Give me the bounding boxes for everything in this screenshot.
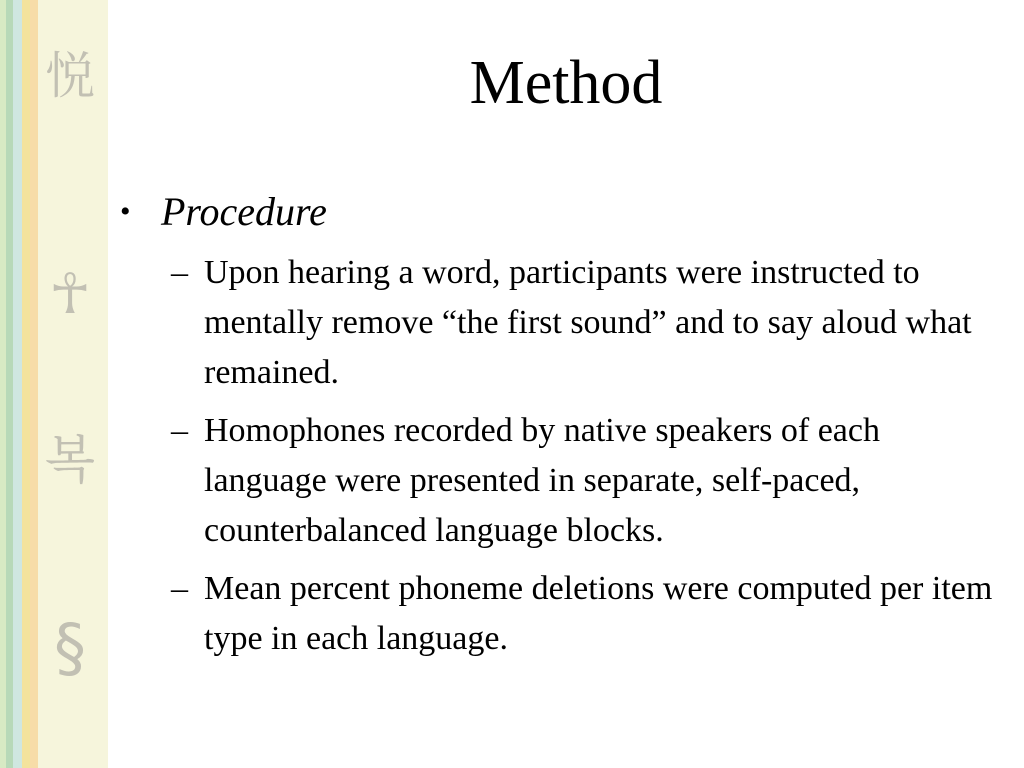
slide-title: Method [469, 49, 663, 117]
hangul-glyph-icon: 복 [44, 431, 96, 491]
sub-bullet-item [161, 248, 998, 398]
sub-bullet-item [161, 406, 998, 556]
sub-bullet-text: Upon hearing a word, participants were instructed to mentally remove “the first sound” and to say aloud what remained. [204, 254, 972, 391]
bullet-item [118, 186, 998, 238]
border-stripe [30, 0, 38, 768]
sub-bullet-text: Homophones recorded by native speakers of each language were presented in separate, self-paced, counterbalanced language blocks. [204, 412, 880, 549]
border-stripe [6, 0, 13, 768]
dash-icon: – [171, 412, 188, 449]
dash-icon: – [171, 254, 188, 291]
dash-icon: – [171, 570, 188, 607]
bullet-icon: • [120, 195, 131, 228]
border-stripe [13, 0, 22, 768]
sub-bullet-item [161, 564, 998, 664]
sub-bullet-text: Mean percent phoneme deletions were computed per item type in each language. [204, 570, 993, 657]
calligraphy-glyph-icon: 悦 [45, 47, 95, 105]
script-glyph-icon: § [54, 612, 86, 686]
slide-body [118, 186, 998, 672]
bullet-text: Procedure [161, 189, 327, 234]
ankh-glyph-icon: ☥ [49, 262, 91, 327]
border-stripe [22, 0, 30, 768]
decorative-left-border [0, 0, 108, 768]
